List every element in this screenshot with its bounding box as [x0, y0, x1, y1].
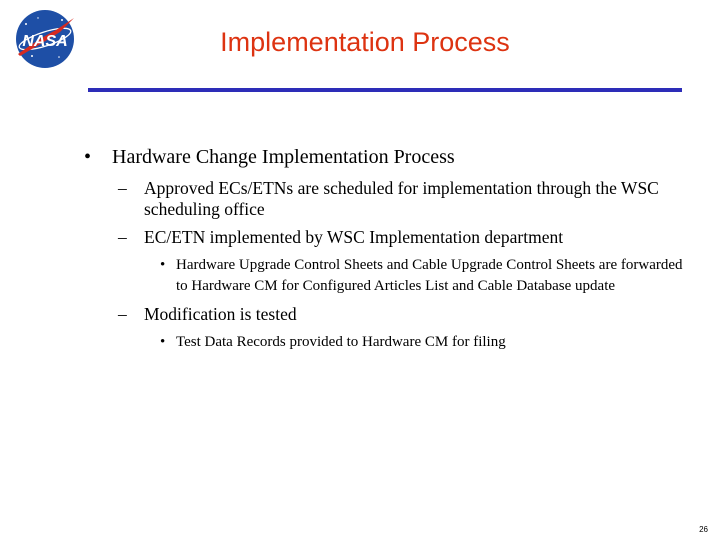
sub-bullet-testing-text: Modification is tested [144, 304, 297, 324]
nasa-logo-text: NASA [22, 33, 68, 50]
bullet-marker: • [160, 334, 166, 350]
sub-bullet-scheduling [118, 178, 684, 220]
sub-bullet-implementation-text: EC/ETN implemented by WSC Implementation department [144, 227, 564, 247]
slide-content [84, 145, 684, 360]
sub-bullet-implementation [118, 227, 684, 248]
bullet-marker: • [84, 146, 92, 168]
title-divider [88, 88, 682, 92]
dash-marker: – [118, 178, 127, 198]
slide-title: Implementation Process [220, 27, 510, 57]
sub-bullet-scheduling-text: Approved ECs/ETNs are scheduled for implementation through the WSC scheduling office [144, 178, 659, 219]
dash-marker: – [118, 227, 127, 247]
page-number: 26 [699, 525, 708, 534]
bullet-marker: • [160, 257, 166, 273]
detail-bullet-control-sheets [160, 255, 684, 297]
detail-bullet-test-records-text: Test Data Records provided to Hardware CM for filing [176, 334, 506, 350]
sub-bullet-testing [118, 304, 684, 325]
detail-bullet-test-records [160, 332, 684, 353]
nasa-logo [12, 8, 78, 70]
dash-marker: – [118, 304, 127, 324]
bullet-main [84, 145, 684, 169]
detail-bullet-control-sheets-text: Hardware Upgrade Control Sheets and Cable Upgrade Control Sheets are forwarded to Hardware CM for Configured Articles List and Cable Database update [176, 257, 683, 294]
bullet-main-text: Hardware Change Implementation Process [112, 146, 455, 168]
